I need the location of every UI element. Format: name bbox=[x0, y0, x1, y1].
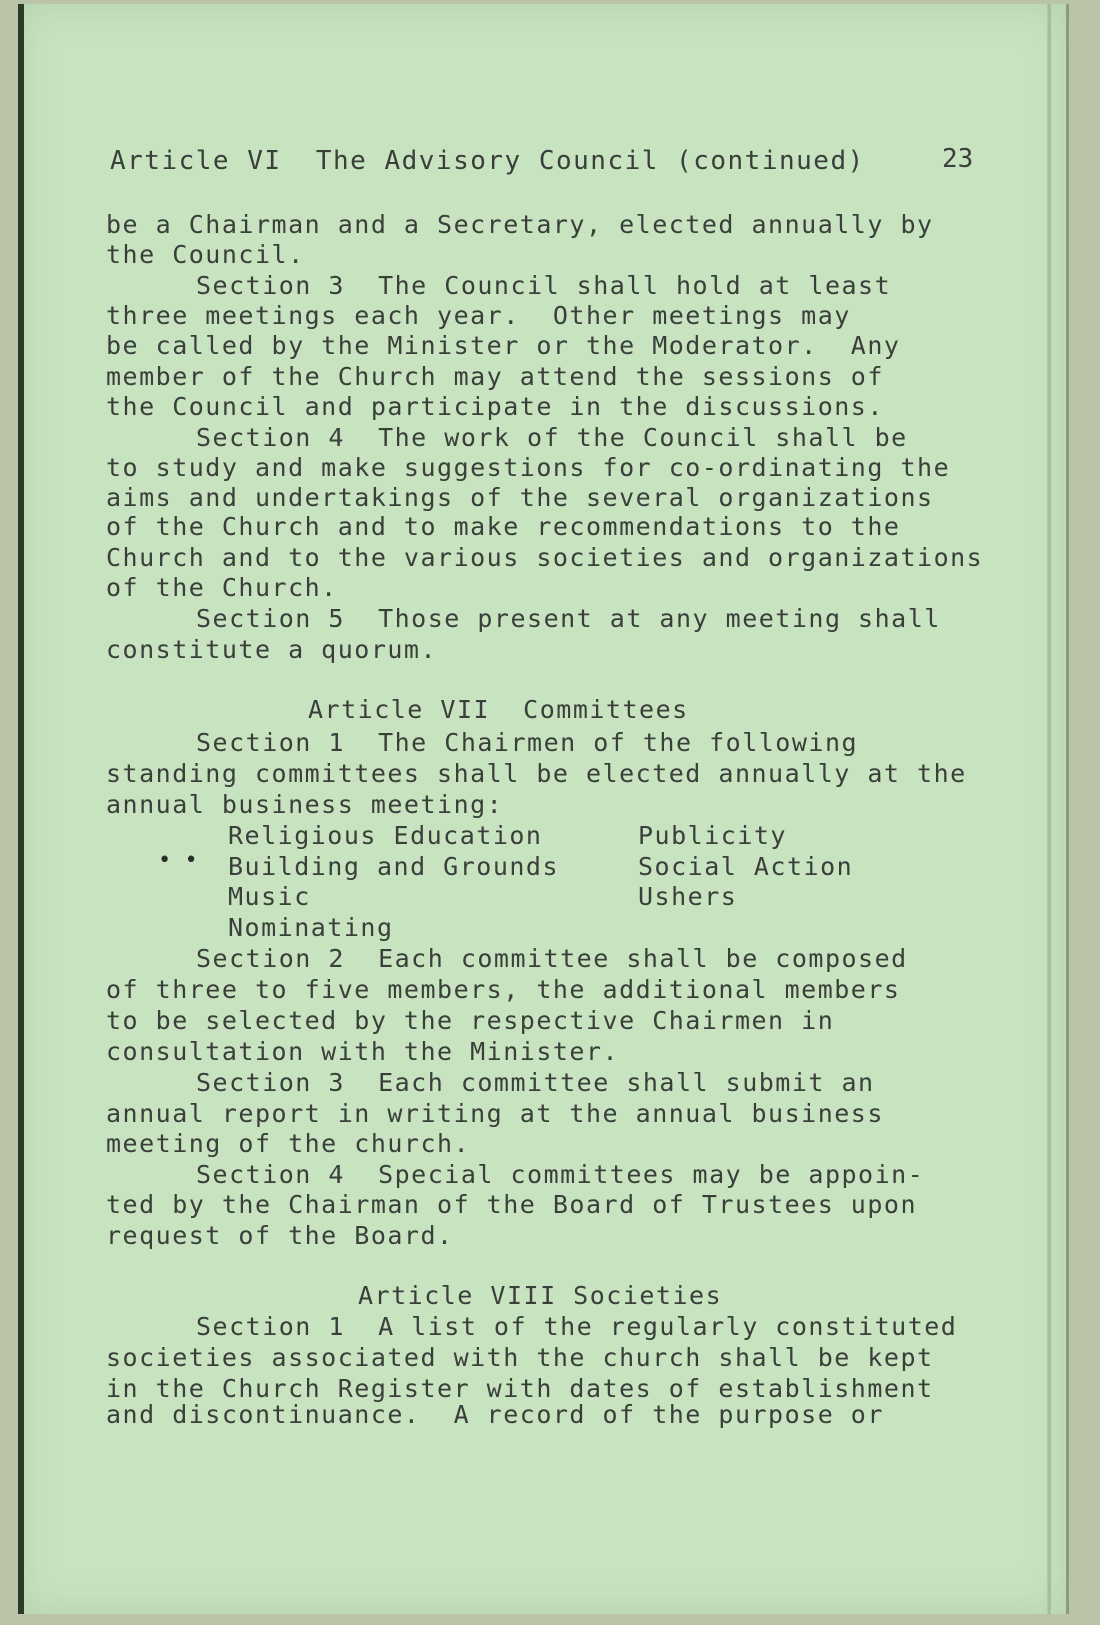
text-line: standing committees shall be elected annually at the bbox=[106, 759, 967, 788]
bullet-marks: • • bbox=[158, 848, 198, 873]
committee-item: Religious Education bbox=[228, 821, 543, 850]
text-line: consultation with the Minister. bbox=[106, 1037, 620, 1066]
text-line: be a Chairman and a Secretary, elected annually by bbox=[106, 210, 934, 239]
committee-item: Nominating bbox=[228, 913, 394, 942]
text-line: member of the Church may attend the sessions of bbox=[106, 362, 884, 391]
text-line: constitute a quorum. bbox=[106, 635, 438, 664]
section-heading-line: Section 4 Special committees may be appoin- bbox=[196, 1160, 925, 1189]
text-line: to be selected by the respective Chairmen in bbox=[106, 1006, 835, 1035]
text-line: three meetings each year. Other meetings may bbox=[106, 301, 851, 330]
text-line: meeting of the church. bbox=[106, 1129, 471, 1158]
page-heading: Article VI The Advisory Council (continued) bbox=[110, 146, 865, 176]
text-line: be called by the Minister or the Moderator. Any bbox=[106, 331, 901, 360]
text-line: societies associated with the church shall be kept bbox=[106, 1343, 934, 1372]
page-number: 23 bbox=[942, 144, 974, 174]
text-line: annual report in writing at the annual business bbox=[106, 1099, 884, 1128]
text-line: ted by the Chairman of the Board of Trustees upon bbox=[106, 1190, 918, 1219]
text-line: annual business meeting: bbox=[106, 790, 504, 819]
text-line: in the Church Register with dates of establishment bbox=[106, 1374, 934, 1403]
section-heading-line: Section 5 Those present at any meeting shall bbox=[196, 604, 941, 633]
page-fold bbox=[1047, 4, 1052, 1614]
text-line: request of the Board. bbox=[106, 1221, 454, 1250]
committee-item: Building and Grounds bbox=[228, 852, 560, 881]
committee-item: Music bbox=[228, 882, 311, 911]
text-line: the Council and participate in the discussions. bbox=[106, 392, 884, 421]
text-line: of three to five members, the additional members bbox=[106, 975, 901, 1004]
section-heading-line: Section 4 The work of the Council shall be bbox=[196, 423, 908, 452]
text-line: and discontinuance. A record of the purpose or bbox=[106, 1400, 884, 1429]
committee-item: Ushers bbox=[638, 882, 738, 911]
text-line: to study and make suggestions for co-ordinating the bbox=[106, 453, 951, 482]
section-heading-line: Section 2 Each committee shall be composed bbox=[196, 944, 908, 973]
section-heading-line: Section 1 The Chairmen of the following bbox=[196, 728, 859, 757]
section-heading-line: Section 1 A list of the regularly constituted bbox=[196, 1312, 958, 1341]
text-line: aims and undertakings of the several organizations bbox=[106, 483, 934, 512]
section-heading-line: Section 3 The Council shall hold at least bbox=[196, 271, 892, 300]
text-line: of the Church and to make recommendations to the bbox=[106, 512, 901, 541]
article-vii-heading: Article VII Committees bbox=[308, 695, 689, 724]
text-line: the Council. bbox=[106, 240, 305, 269]
text-line: Church and to the various societies and organizations bbox=[106, 543, 984, 572]
document-page bbox=[18, 4, 1069, 1614]
text-line: of the Church. bbox=[106, 573, 338, 602]
section-heading-line: Section 3 Each committee shall submit an bbox=[196, 1068, 875, 1097]
article-viii-heading: Article VIII Societies bbox=[358, 1281, 723, 1310]
binding-spine bbox=[18, 4, 24, 1614]
committee-item: Social Action bbox=[638, 852, 854, 881]
committee-item: Publicity bbox=[638, 821, 787, 850]
